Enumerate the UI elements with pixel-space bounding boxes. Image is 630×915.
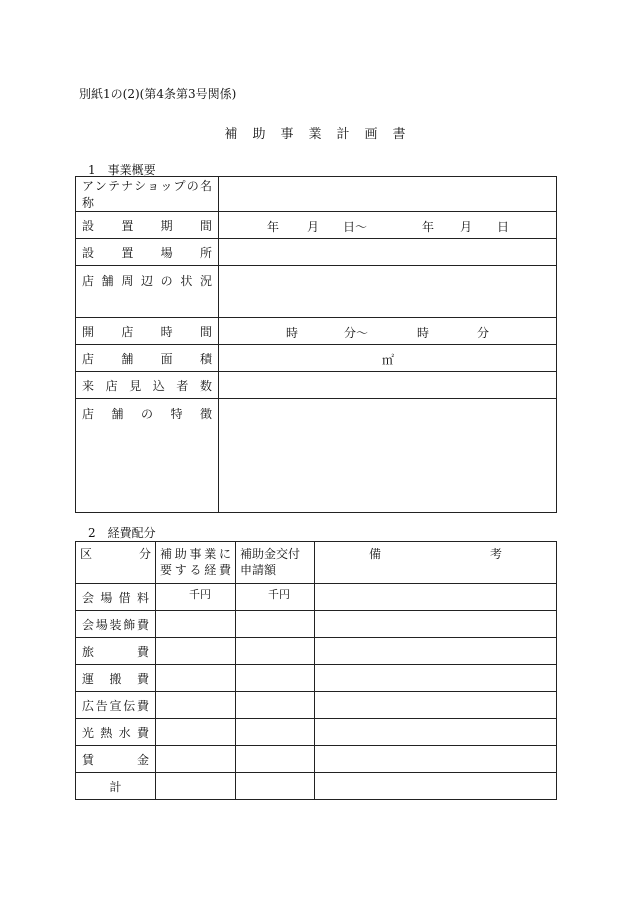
period-end-year-label: 年	[422, 220, 435, 234]
grant-cell[interactable]	[236, 746, 315, 773]
table-row	[76, 665, 557, 692]
remarks-cell[interactable]	[315, 611, 557, 638]
item-wages: 賃金	[76, 746, 156, 773]
row-label-location: 設置場所	[76, 239, 219, 266]
row-label-period: 設置期間	[76, 212, 219, 239]
grant-cell[interactable]	[236, 692, 315, 719]
budget-table	[75, 541, 557, 800]
period-end-day-label: 日	[497, 220, 510, 234]
hours-close-hour-label: 時	[417, 326, 430, 340]
row-label-floor-area: 店舗面積	[76, 345, 219, 372]
hours-open-minute-label: 分～	[344, 326, 369, 340]
table-row	[76, 399, 557, 513]
remarks-cell[interactable]	[315, 584, 557, 611]
hours-field[interactable]	[219, 318, 557, 345]
grant-cell[interactable]	[236, 638, 315, 665]
header-project-cost: 補助事業に要する経費	[156, 542, 236, 584]
table-row	[76, 542, 557, 584]
table-row	[76, 746, 557, 773]
hours-close-minute-label: 分	[477, 326, 490, 340]
table-row	[76, 719, 557, 746]
remarks-cell[interactable]	[315, 719, 557, 746]
table-row	[76, 611, 557, 638]
expected-visitors-field[interactable]	[219, 372, 557, 399]
item-transport: 運搬費	[76, 665, 156, 692]
period-field[interactable]	[219, 212, 557, 239]
cost-cell[interactable]	[156, 746, 236, 773]
remarks-cell[interactable]	[315, 638, 557, 665]
table-row	[76, 318, 557, 345]
remarks-cell[interactable]	[315, 773, 557, 800]
table-row	[76, 692, 557, 719]
period-start-day-label: 日～	[343, 220, 368, 234]
cost-cell[interactable]	[156, 611, 236, 638]
cost-cell[interactable]	[156, 719, 236, 746]
cost-cell[interactable]	[156, 773, 236, 800]
floor-area-field[interactable]	[219, 345, 557, 372]
item-utilities: 光熱水費	[76, 719, 156, 746]
hours-open-hour-label: 時	[286, 326, 299, 340]
row-label-hours: 開店時間	[76, 318, 219, 345]
remarks-cell[interactable]	[315, 746, 557, 773]
table-row	[76, 239, 557, 266]
cost-cell[interactable]	[156, 638, 236, 665]
table-row	[76, 177, 557, 212]
table-row	[76, 584, 557, 611]
unit-label[interactable]: 千円	[156, 584, 236, 611]
table-row	[76, 773, 557, 800]
row-label-surroundings: 店舗周辺の状況	[76, 266, 219, 318]
row-label-features: 店舗の特徴	[76, 399, 219, 513]
section-heading-overview: 1 事業概要	[88, 163, 156, 177]
header-category: 区分	[76, 542, 156, 584]
period-start-month-label: 月	[307, 220, 320, 234]
remarks-cell[interactable]	[315, 665, 557, 692]
features-field[interactable]	[219, 399, 557, 513]
header-remarks: 備考	[315, 542, 557, 584]
overview-table	[75, 176, 557, 513]
table-row	[76, 266, 557, 318]
table-row	[76, 372, 557, 399]
document-title: 補助事業計画書	[224, 127, 421, 142]
table-row	[76, 212, 557, 239]
row-label-shop-name: アンテナショップの名称	[76, 177, 219, 212]
item-travel: 旅費	[76, 638, 156, 665]
header-grant-amount: 補助金交付申請額	[236, 542, 315, 584]
row-label-expected-visitors: 来店見込者数	[76, 372, 219, 399]
cost-cell[interactable]	[156, 692, 236, 719]
item-total: 計	[76, 773, 156, 800]
surroundings-field[interactable]	[219, 266, 557, 318]
cost-cell[interactable]	[156, 665, 236, 692]
location-field[interactable]	[219, 239, 557, 266]
grant-cell[interactable]	[236, 611, 315, 638]
shop-name-field[interactable]	[219, 177, 557, 212]
period-start-year-label: 年	[267, 220, 280, 234]
remarks-cell[interactable]	[315, 692, 557, 719]
item-venue-rent: 会場借料	[76, 584, 156, 611]
item-advertising: 広告宣伝費	[76, 692, 156, 719]
unit-label[interactable]: 千円	[236, 584, 315, 611]
document-header: 別紙1の(2)(第4条第3号関係)	[79, 87, 237, 101]
grant-cell[interactable]	[236, 773, 315, 800]
grant-cell[interactable]	[236, 719, 315, 746]
table-row	[76, 638, 557, 665]
grant-cell[interactable]	[236, 665, 315, 692]
section-heading-budget: 2 経費配分	[88, 526, 156, 540]
item-venue-decoration: 会場装飾費	[76, 611, 156, 638]
table-row	[76, 345, 557, 372]
floor-area-unit: ㎡	[382, 353, 395, 367]
period-end-month-label: 月	[460, 220, 473, 234]
